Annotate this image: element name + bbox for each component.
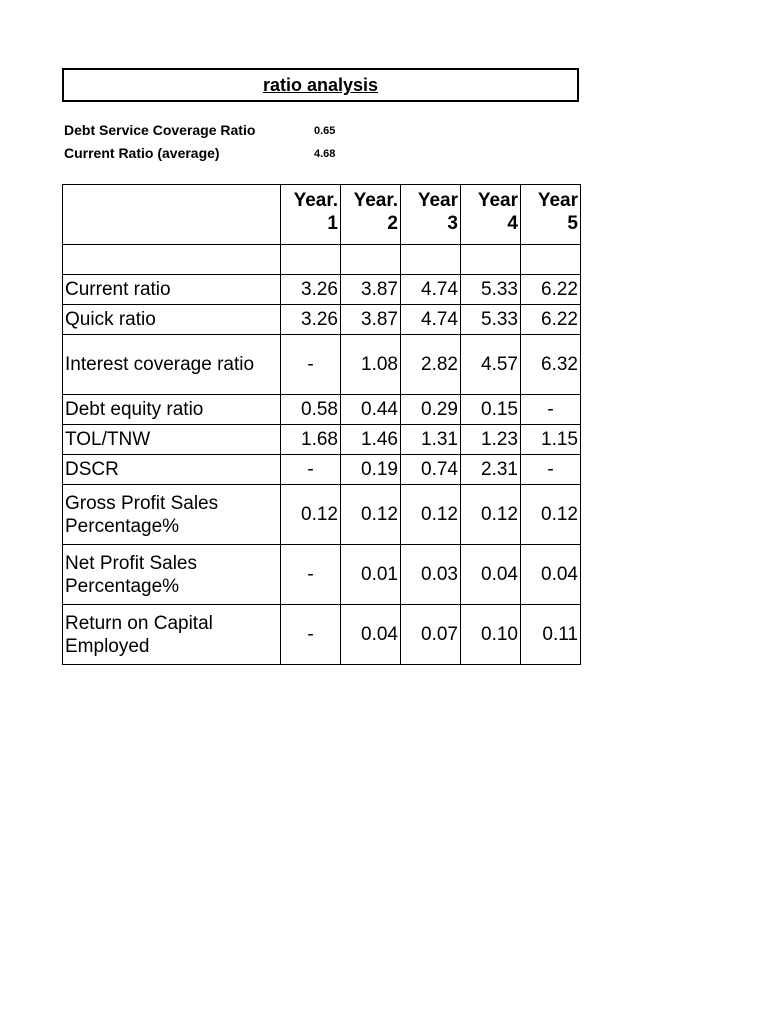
ratio-label: Quick ratio (63, 305, 281, 335)
ratio-value: 0.04 (341, 605, 401, 665)
summary-value: 0.65 (314, 125, 336, 137)
ratio-value: - (521, 455, 581, 485)
ratio-value: 0.19 (341, 455, 401, 485)
ratio-value: 1.08 (341, 335, 401, 395)
ratio-value: 1.31 (401, 425, 461, 455)
table-row (63, 455, 581, 485)
ratio-value (461, 245, 521, 275)
ratio-value: 6.32 (521, 335, 581, 395)
ratio-value: 0.01 (341, 545, 401, 605)
ratio-value: 0.04 (521, 545, 581, 605)
ratio-value: - (281, 605, 341, 665)
ratio-value: 6.22 (521, 305, 581, 335)
ratio-label: Net Profit Sales Percentage% (63, 545, 281, 605)
ratio-value: 4.74 (401, 275, 461, 305)
ratio-value: 0.12 (341, 485, 401, 545)
ratio-label: Return on Capital Employed (63, 605, 281, 665)
ratio-value: - (281, 455, 341, 485)
ratio-value: 0.04 (461, 545, 521, 605)
ratio-value: 0.44 (341, 395, 401, 425)
ratio-value: 0.10 (461, 605, 521, 665)
page-title: ratio analysis (262, 75, 379, 95)
ratio-value: 0.15 (461, 395, 521, 425)
ratio-value (341, 245, 401, 275)
ratio-value: 3.87 (341, 275, 401, 305)
table-row (63, 545, 581, 605)
ratio-value: 0.12 (401, 485, 461, 545)
table-row (63, 305, 581, 335)
ratio-value: 2.82 (401, 335, 461, 395)
ratio-value: 1.15 (521, 425, 581, 455)
ratio-value: - (281, 335, 341, 395)
ratio-value: 0.12 (281, 485, 341, 545)
table-row (63, 395, 581, 425)
table-row (63, 335, 581, 395)
ratio-value: 1.23 (461, 425, 521, 455)
ratio-value (281, 245, 341, 275)
table-row (63, 275, 581, 305)
title-box (62, 68, 579, 102)
table-row (63, 425, 581, 455)
ratio-value: 0.03 (401, 545, 461, 605)
ratio-label: Interest coverage ratio (63, 335, 281, 395)
ratio-label: DSCR (63, 455, 281, 485)
table-row (63, 605, 581, 665)
table-row (63, 245, 581, 275)
ratio-label (63, 245, 281, 275)
ratio-value: 3.26 (281, 275, 341, 305)
ratio-value: 0.58 (281, 395, 341, 425)
table-header-year: Year 3 (401, 185, 461, 245)
ratio-value: 0.74 (401, 455, 461, 485)
table-header-year: Year. 2 (341, 185, 401, 245)
ratio-label: Gross Profit Sales Percentage% (63, 485, 281, 545)
table-header-year: Year 4 (461, 185, 521, 245)
ratio-value: - (521, 395, 581, 425)
ratio-value (521, 245, 581, 275)
ratio-value (401, 245, 461, 275)
summary-label: Debt Service Coverage Ratio (64, 122, 256, 138)
ratio-value: 1.68 (281, 425, 341, 455)
table-header-blank (63, 185, 281, 245)
ratio-value: 5.33 (461, 275, 521, 305)
table-header-year: Year 5 (521, 185, 581, 245)
ratio-value: - (281, 545, 341, 605)
summary-value: 4.68 (314, 148, 336, 160)
ratio-label: Debt equity ratio (63, 395, 281, 425)
ratio-value: 6.22 (521, 275, 581, 305)
ratio-value: 4.74 (401, 305, 461, 335)
ratio-table (62, 184, 581, 665)
ratio-value: 3.87 (341, 305, 401, 335)
summary-label: Current Ratio (average) (64, 145, 220, 161)
ratio-value: 0.11 (521, 605, 581, 665)
ratio-label: TOL/TNW (63, 425, 281, 455)
ratio-value: 0.07 (401, 605, 461, 665)
ratio-value: 0.12 (461, 485, 521, 545)
ratio-value: 0.29 (401, 395, 461, 425)
ratio-value: 5.33 (461, 305, 521, 335)
ratio-value: 1.46 (341, 425, 401, 455)
table-row (63, 485, 581, 545)
table-header-year: Year. 1 (281, 185, 341, 245)
ratio-value: 2.31 (461, 455, 521, 485)
ratio-value: 3.26 (281, 305, 341, 335)
ratio-value: 0.12 (521, 485, 581, 545)
ratio-label: Current ratio (63, 275, 281, 305)
ratio-value: 4.57 (461, 335, 521, 395)
table-header-row (63, 185, 581, 245)
